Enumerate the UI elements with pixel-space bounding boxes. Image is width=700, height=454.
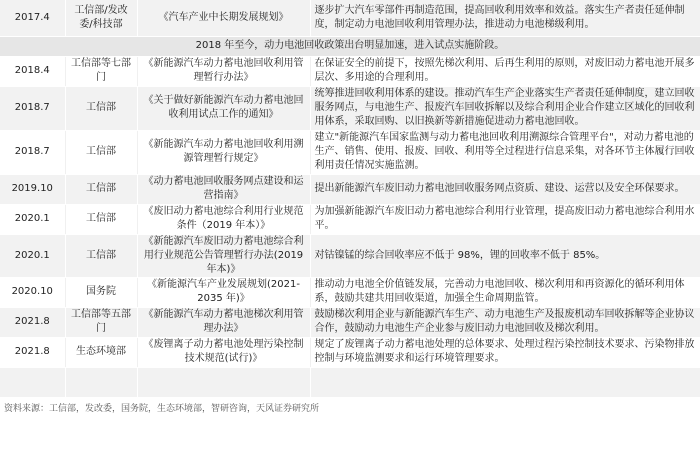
year-cell: 2018.7 xyxy=(0,86,65,130)
table-row xyxy=(0,56,700,86)
description-cell: 鼓励梯次利用企业与新能源汽车生产、动力电池生产及报废机动车回收拆解等企业协议合作，鼓励动力电池生产企业参与废旧动力电池回收及梯次利用。 xyxy=(310,307,700,337)
year-cell: 2018.7 xyxy=(0,130,65,174)
description-cell: 规定了废锂离子动力蓄电池处理的总体要求、处理过程污染控制技术要求、污染物排放控制与环境监测要求和运行环境管理要求。 xyxy=(310,337,700,367)
description-cell: 逐步扩大汽车零部件再制造范围，提高回收利用效率和效益。落实生产者责任延伸制度，制定动力电池回收利用管理办法，推进动力电池梯级利用。 xyxy=(310,0,700,36)
document-cell: 《关于做好新能源汽车动力蓄电池回收利用试点工作的通知》 xyxy=(137,86,310,130)
dept-cell: 工信部等七部门 xyxy=(65,56,137,86)
table-row xyxy=(0,0,700,36)
document-cell: 《新能源汽车废旧动力蓄电池综合利用行业规范公告管理暂行办法(2019年本)》 xyxy=(137,234,310,277)
year-cell: 2020.1 xyxy=(0,234,65,277)
year-cell: 2019.10 xyxy=(0,174,65,204)
dept-cell: 工信部/发改委/科技部 xyxy=(65,0,137,36)
description-cell: 为加强新能源汽车废旧动力蓄电池综合利用行业管理，提高废旧动力蓄电池综合利用水平。 xyxy=(310,204,700,234)
table-row xyxy=(0,204,700,234)
description-cell: 推动动力电池全价值链发展，完善动力电池回收、梯次利用和再资源化的循环利用体系，鼓励共建共用回收渠道，加强全生命周期监管。 xyxy=(310,277,700,307)
section-banner: 2018 年至今，动力电池回收政策出台明显加速，进入试点实施阶段。 xyxy=(0,36,700,56)
description-cell: 提出新能源汽车废旧动力蓄电池回收服务网点资质、建设、运营以及安全环保要求。 xyxy=(310,174,700,204)
dept-cell: 工信部 xyxy=(65,130,137,174)
description-cell: 在保证安全的前提下，按照先梯次利用、后再生利用的原则，对废旧动力蓄电池开展多层次、多用途的合理利用。 xyxy=(310,56,700,86)
section-banner-row xyxy=(0,36,700,56)
table-row xyxy=(0,337,700,367)
document-cell: 《废旧动力蓄电池综合利用行业规范条件（2019 年本）》 xyxy=(137,204,310,234)
description-cell xyxy=(310,367,700,397)
year-cell: 2017.4 xyxy=(0,0,65,36)
dept-cell: 生态环境部 xyxy=(65,337,137,367)
dept-cell: 工信部 xyxy=(65,174,137,204)
dept-cell: 工信部等五部门 xyxy=(65,307,137,337)
table-row xyxy=(0,86,700,130)
dept-cell xyxy=(65,367,137,397)
document-cell: 《新能源汽车动力蓄电池回收利用管理暂行办法》 xyxy=(137,56,310,86)
description-cell: 统筹推进回收利用体系的建设。推动汽车生产企业落实生产者责任延伸制度，建立回收服务网点，与电池生产、报废汽车回收拆解以及综合利用企业合作建立区域化的回收利用体系，采取回购、以旧换新等新措施促进动力蓄电池回收。 xyxy=(310,86,700,130)
table-row xyxy=(0,367,700,397)
year-cell: 2021.8 xyxy=(0,307,65,337)
document-cell: 《新能源汽车动力蓄电池梯次利用管理办法》 xyxy=(137,307,310,337)
description-cell: 建立"新能源汽车国家监测与动力蓄电池回收利用溯源综合管理平台"，对动力蓄电池的生产、销售、使用、报废、回收、利用等全过程进行信息采集，对各环节主体履行回收利用责任情况实施监测。 xyxy=(310,130,700,174)
dept-cell: 工信部 xyxy=(65,86,137,130)
year-cell: 2021.8 xyxy=(0,337,65,367)
table-row xyxy=(0,277,700,307)
year-cell xyxy=(0,367,65,397)
dept-cell: 工信部 xyxy=(65,204,137,234)
year-cell: 2018.4 xyxy=(0,56,65,86)
table-row xyxy=(0,307,700,337)
document-cell xyxy=(137,367,310,397)
document-cell: 《废锂离子动力蓄电池处理污染控制技术规范(试行)》 xyxy=(137,337,310,367)
source-note: 资料来源：工信部，发改委，国务院，生态环境部，智研咨询，天风证券研究所 xyxy=(4,403,320,414)
year-cell: 2020.10 xyxy=(0,277,65,307)
description-cell: 对钴镍锰的综合回收率应不低于 98%，锂的回收率不低于 85%。 xyxy=(310,234,700,277)
year-cell: 2020.1 xyxy=(0,204,65,234)
document-cell: 《汽车产业中长期发展规划》 xyxy=(137,0,310,36)
table-row xyxy=(0,130,700,174)
table-row xyxy=(0,234,700,277)
table-row xyxy=(0,174,700,204)
document-cell: 《新能源汽车动力蓄电池回收利用溯源管理暂行规定》 xyxy=(137,130,310,174)
dept-cell: 工信部 xyxy=(65,234,137,277)
document-cell: 《新能源汽车产业发展规划(2021-2035 年)》 xyxy=(137,277,310,307)
document-cell: 《动力蓄电池回收服务网点建设和运营指南》 xyxy=(137,174,310,204)
dept-cell: 国务院 xyxy=(65,277,137,307)
